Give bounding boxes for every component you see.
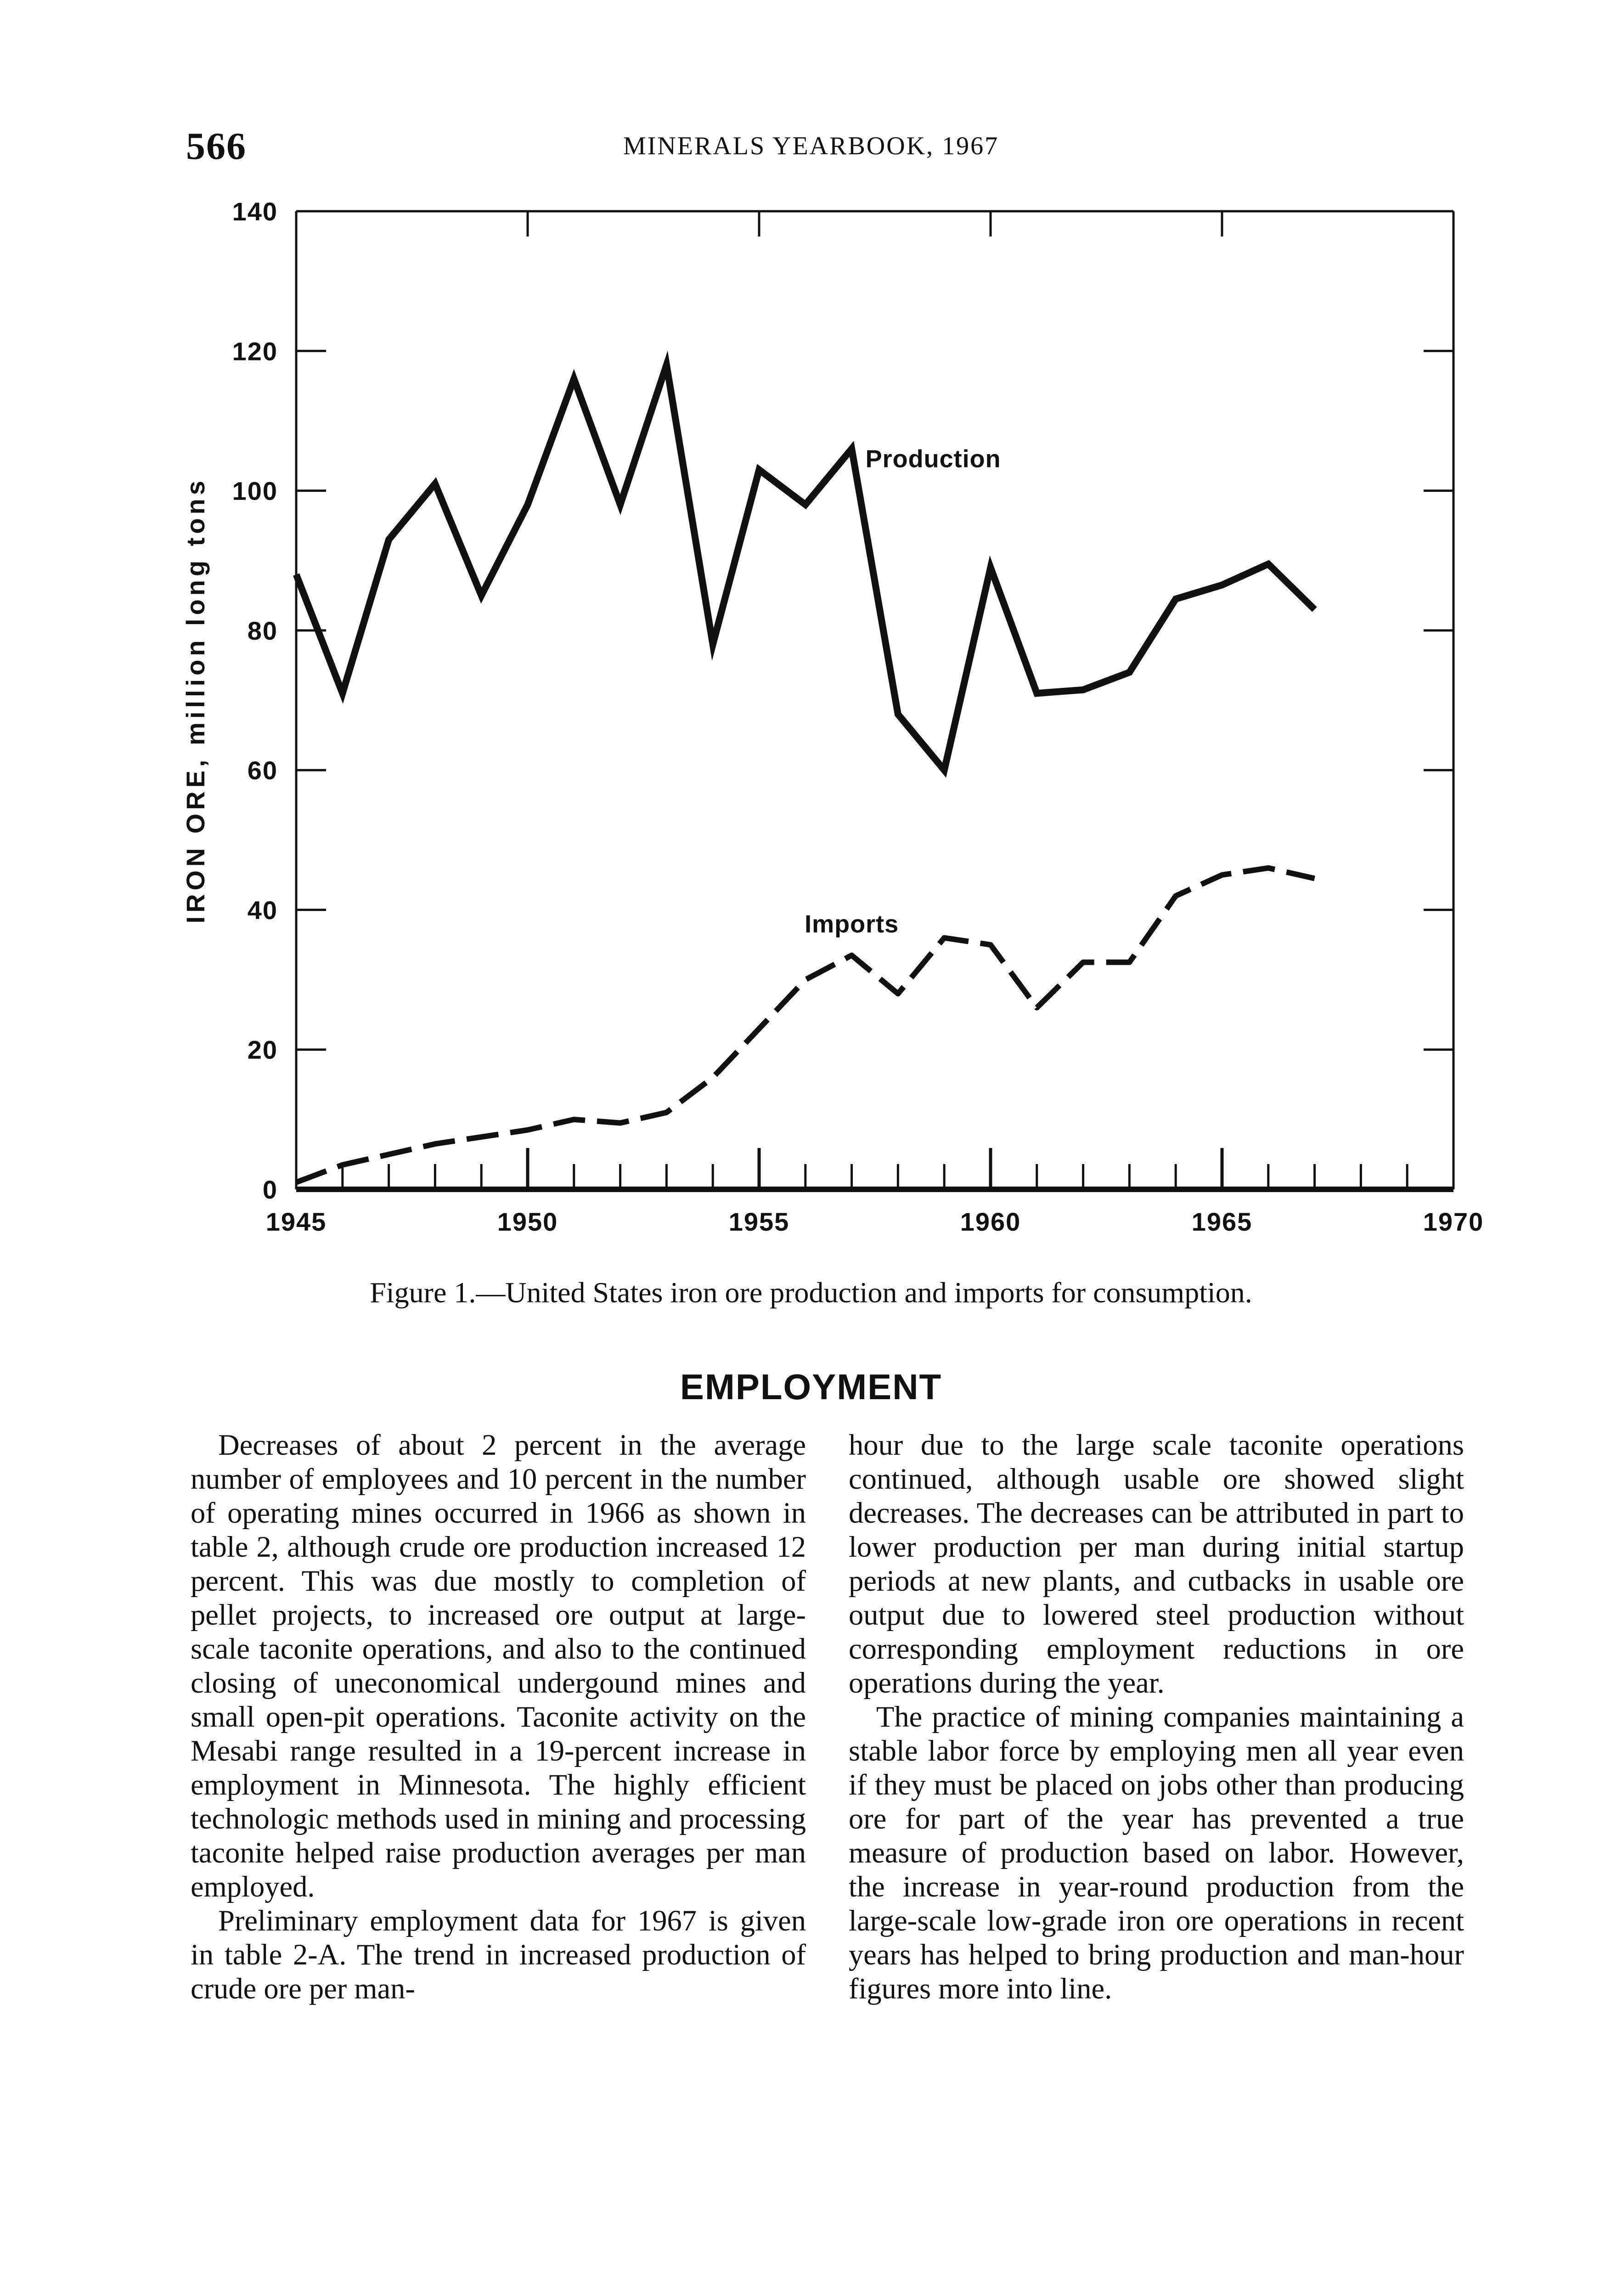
left-column: [191, 1428, 806, 2006]
y-tick-label: 0: [262, 1175, 278, 1204]
series-label-production: Production: [865, 445, 1001, 473]
x-tick-label: 1945: [265, 1207, 327, 1236]
y-axis-label: IRON ORE, million long tons: [181, 477, 210, 923]
y-tick-label: 40: [247, 895, 278, 925]
chart-frame: [296, 211, 1453, 1189]
x-tick-label: 1970: [1423, 1207, 1484, 1236]
x-tick-label: 1960: [960, 1207, 1021, 1236]
figure-caption: Figure 1.—United States iron ore production and imports for consumption.: [370, 1276, 1252, 1309]
chart-labels: [181, 197, 1484, 1236]
series-line-production: [296, 365, 1315, 770]
y-tick-label: 120: [232, 337, 278, 366]
paragraph: Decreases of about 2 percent in the average number of employees and 10 percent in the number of operating mines occurred in 1966 as shown in table 2, although crude ore production increased 12 percent. This was due mostly to completion of pellet projects, to increased ore output at large-scale taconite operations, and also to the continued closing of uneconomical undergound mines and small open-pit operations. Taconite activity on the Mesabi range resulted in a 19-percent increase in employment in Minnesota. The highly efficient technologic methods used in mining and processing taconite helped raise production averages per man employed.: [191, 1429, 806, 1903]
series-label-imports: Imports: [805, 910, 899, 938]
y-tick-label: 80: [247, 616, 278, 645]
paragraph: hour due to the large scale taconite operations continued, although usable ore showed slight decreases. The decreases can be attributed in part to lower production per man during initial startup periods at new plants, and cutbacks in usable ore output due to lowered steel production without corresponding employment reductions in ore operations during the year.: [849, 1429, 1464, 1699]
page-number: 566: [186, 125, 247, 168]
section-heading: EMPLOYMENT: [680, 1367, 942, 1407]
paragraph: The practice of mining companies maintaining a stable labor force by employing men all year even if they must be placed on jobs other than producing ore for part of the year has prevented a true measure of production based on labor. However, the increase in year-round production from the large-scale low-grade iron ore operations in recent years has helped to bring production and man-hour figures more into line.: [849, 1700, 1464, 2005]
y-tick-label: 60: [247, 756, 278, 785]
chart-ticks: [296, 211, 1453, 1189]
x-tick-label: 1950: [497, 1207, 558, 1236]
x-tick-label: 1955: [728, 1207, 790, 1236]
running-title: MINERALS YEARBOOK, 1967: [623, 132, 999, 160]
y-tick-label: 100: [232, 476, 278, 506]
x-tick-label: 1965: [1191, 1207, 1253, 1236]
chart-series: [296, 365, 1315, 1182]
y-tick-label: 20: [247, 1035, 278, 1064]
right-column: [849, 1428, 1464, 2006]
paragraph: Preliminary employment data for 1967 is given in table 2-A. The trend in increased production of crude ore per man-: [191, 1904, 806, 2005]
y-tick-label: 140: [232, 197, 278, 226]
